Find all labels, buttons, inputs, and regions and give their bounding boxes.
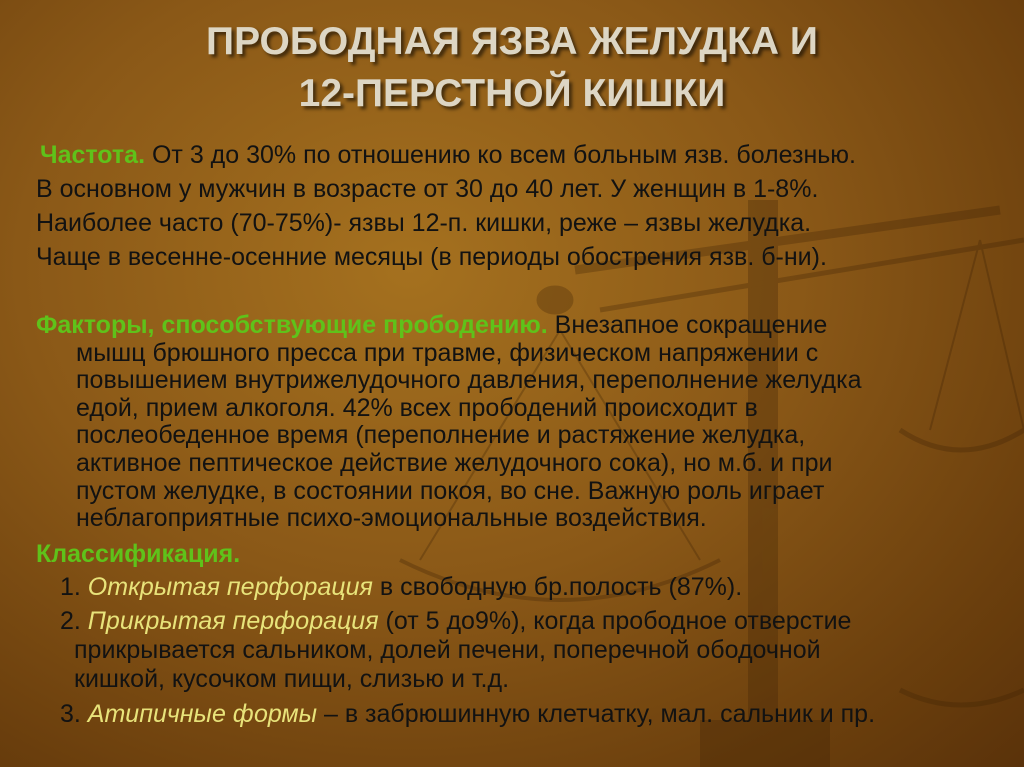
classification-item-text: в свободную бр.полость (87%). xyxy=(372,573,743,601)
frequency-heading: Частота. xyxy=(40,141,146,169)
factors-line-8: неблагоприятные психо-эмоциональные воздействия. xyxy=(76,504,707,533)
title-line-1: ПРОБОДНАЯ ЯЗВА ЖЕЛУДКА И xyxy=(206,20,818,63)
classification-item-number: 2. xyxy=(60,607,88,635)
factors-paragraph xyxy=(36,312,862,533)
factors-text: Внезапное сокращение xyxy=(547,311,828,339)
classification-item-2-line-2: прикрывается сальником, долей печени, поперечной ободочной xyxy=(74,636,821,664)
factors-line-4: едой, прием алкоголя. 42% всех прободений происходит в xyxy=(76,393,758,422)
classification-item-number: 3. xyxy=(60,700,88,728)
factors-heading: Факторы, способствующие прободению. xyxy=(36,311,548,339)
frequency-line-4: Чаще в весенне-осенние месяцы (в периоды обострения язв. б-ни). xyxy=(36,243,827,271)
classification-item-2 xyxy=(60,607,851,694)
slide-title xyxy=(0,16,1024,120)
factors-line-7: пустом желудке, в состоянии покоя, во сне. Важную роль играет xyxy=(76,476,825,505)
classification-item-text: (от 5 до9%), когда прободное отверстие xyxy=(378,607,852,635)
classification-item-2-line-3: кишкой, кусочком пищи, слизью и т.д. xyxy=(74,665,510,693)
factors-line-6: активное пептическое действие желудочного сока), но м.б. и при xyxy=(76,448,833,477)
classification-item-2-line-1 xyxy=(60,607,851,636)
classification-item-text: – в забрюшинную клетчатку, мал. сальник и пр. xyxy=(323,700,876,728)
frequency-paragraph xyxy=(36,138,856,274)
factors-line-5: послеобеденное время (переполнение и растяжение желудка, xyxy=(76,421,806,450)
factors-line-1 xyxy=(36,312,862,340)
classification-heading: Классификация. xyxy=(36,540,241,568)
classification-item-term: Атипичные формы xyxy=(87,700,324,728)
frequency-line-1 xyxy=(36,138,856,172)
classification-item-term: Прикрытая перфорация xyxy=(87,607,379,635)
title-line-2: 12-ПЕРСТНОЙ КИШКИ xyxy=(298,72,726,115)
classification-item-1 xyxy=(60,571,742,603)
classification-item-number: 1. xyxy=(60,573,88,601)
classification-item-3 xyxy=(60,697,875,731)
frequency-line-3: Наиболее часто (70-75%)- язвы 12-п. кишки, реже – язвы желудка. xyxy=(36,209,812,237)
frequency-text: От 3 до 30% по отношению ко всем больным язв. болезнью. xyxy=(145,141,856,169)
factors-line-3: повышением внутрижелудочного давления, переполнение желудка xyxy=(76,366,862,395)
factors-line-2: мышц брюшного пресса при травме, физическом напряжении с xyxy=(76,338,819,367)
classification-item-term: Открытая перфорация xyxy=(87,573,373,601)
frequency-line-2: В основном у мужчин в возрасте от 30 до 40 лет. У женщин в 1-8%. xyxy=(36,175,819,203)
classification-heading-row xyxy=(36,538,240,570)
